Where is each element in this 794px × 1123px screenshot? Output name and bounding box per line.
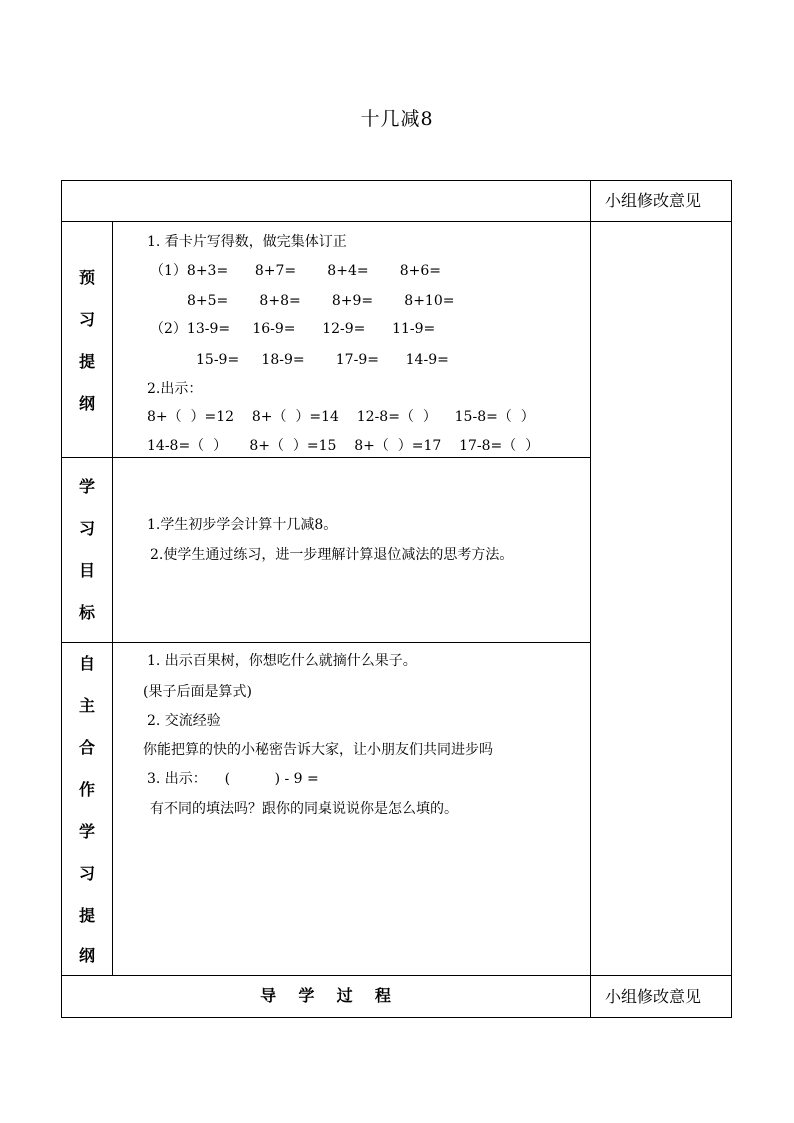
goal-line: 2.使学生通过练习，进一步理解计算退位减法的思考方法。: [150, 547, 514, 563]
cooperation-label-char: 主: [78, 696, 95, 715]
cooperation-line: 你能把算的快的小秘密告诉大家，让小朋友们共同进步吗: [143, 742, 493, 758]
guided-process-label: 导 学 过 程: [260, 986, 391, 1005]
table-row-divider: [61, 642, 591, 643]
table-row-divider: [61, 221, 732, 222]
table-border-top: [61, 180, 732, 181]
cooperation-line: 3. 出示： ( ) - 9 =: [147, 771, 319, 787]
goals-label-char: 标: [78, 603, 95, 622]
cooperation-line: 有不同的填法吗？跟你的同桌说说你是怎么填的。: [150, 801, 458, 817]
cooperation-label-char: 学: [78, 822, 95, 841]
cooperation-line: (果子后面是算式): [143, 684, 252, 700]
preview-label-char: 提: [78, 352, 95, 371]
goals-label-char: 学: [78, 477, 95, 496]
preview-line: 8+5= 8+8= 8+9= 8+10=: [187, 293, 455, 309]
goals-label-char: 习: [78, 519, 95, 538]
table-border-left: [61, 180, 62, 1018]
table-border-bottom: [61, 1017, 732, 1018]
preview-line: 1. 看卡片写得数，做完集体订正: [147, 234, 347, 250]
page-title: 十几减8: [360, 108, 434, 130]
cooperation-label-char: 自: [78, 654, 95, 673]
preview-line: 2.出示：: [147, 381, 203, 397]
cooperation-label-char: 合: [78, 738, 95, 757]
footer-modify-label: 小组修改意见: [605, 987, 702, 1006]
table-col-divider: [590, 180, 591, 1018]
preview-line: 8+（ ）=12 8+（ ）=14 12-8=（ ） 15-8=（ ）: [147, 409, 535, 425]
cooperation-label-char: 纲: [78, 946, 95, 965]
table-row-divider: [61, 457, 591, 458]
preview-line: （2）13-9= 16-9= 12-9= 11-9=: [150, 321, 436, 337]
cooperation-label-char: 习: [78, 864, 95, 883]
goal-line: 1.学生初步学会计算十几减8。: [147, 517, 338, 533]
preview-label-char: 预: [78, 268, 95, 287]
cooperation-line: 1. 出示百果树，你想吃什么就摘什么果子。: [147, 653, 417, 669]
cooperation-line: 2. 交流经验: [147, 713, 221, 729]
preview-label-char: 习: [78, 310, 95, 329]
cooperation-label-char: 作: [78, 780, 95, 799]
modify-column-header: 小组修改意见: [605, 191, 702, 210]
cooperation-label-char: 提: [78, 906, 95, 925]
table-row-divider: [61, 975, 732, 976]
preview-line: 14-8=（ ） 8+（ ）=15 8+（ ）=17 17-8=（ ）: [147, 438, 540, 454]
preview-line: （1）8+3= 8+7= 8+4= 8+6=: [150, 263, 442, 279]
table-col-divider: [112, 221, 113, 976]
preview-label-char: 纲: [78, 394, 95, 413]
goals-label-char: 目: [78, 561, 95, 580]
table-border-right: [731, 180, 732, 1018]
preview-line: 15-9= 18-9= 17-9= 14-9=: [196, 352, 449, 368]
